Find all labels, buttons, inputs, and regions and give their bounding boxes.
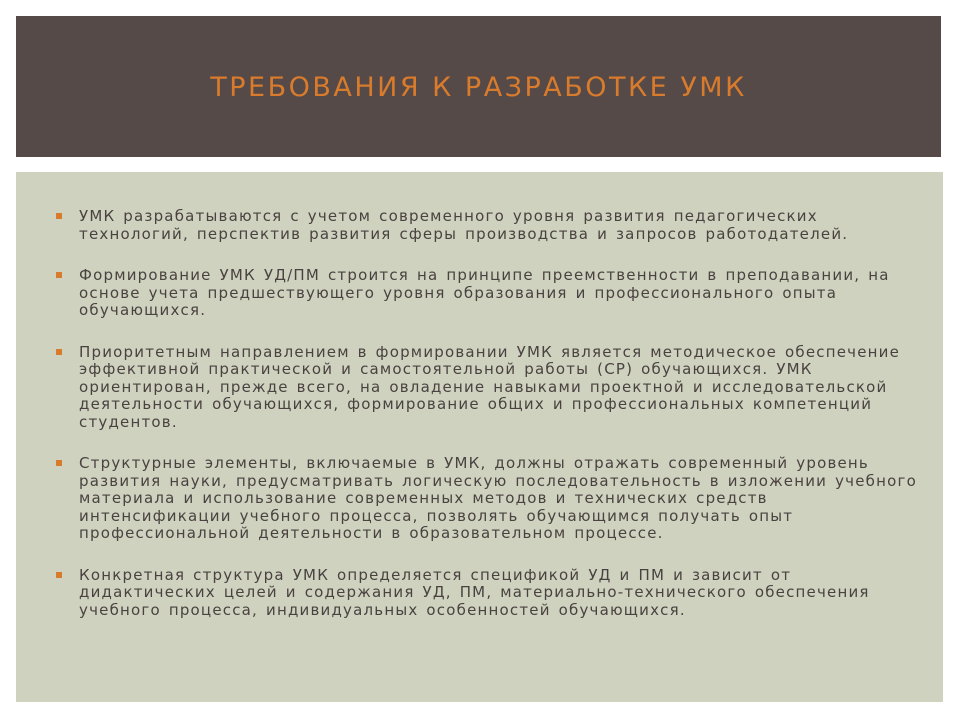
bullet-text: Приоритетным направлением в формировании УМК является методическое обеспечение эффективной практической и самостоятельной работы (СР) обучающихся. УМК ориентирован, прежде всего, на овладение навыками проектной и исследовательской деятельности обучающихся, формирование общих и профессиональных компетенций студентов. (79, 342, 901, 431)
bullet-item (16, 455, 943, 543)
square-bullet-icon (56, 460, 62, 466)
square-bullet-icon (56, 572, 62, 578)
slide-title: ТРЕБОВАНИЯ К РАЗРАБОТКЕ УМК (210, 72, 747, 103)
bullet-text: Конкретная структура УМК определяется спецификой УД и ПМ и зависит от дидактических целей и содержания УД, ПМ, материально-технического обеспечения учебного процесса, индивидуальных особенностей обучающихся. (79, 565, 870, 619)
bullet-text: УМК разрабатываются с учетом современного уровня развития педагогических технологий, перспектив развития сферы производства и запросов работодателей. (79, 207, 849, 243)
bullet-item (16, 567, 943, 620)
bullet-item (16, 267, 943, 320)
bullet-item (16, 208, 943, 243)
square-bullet-icon (56, 213, 62, 219)
bullet-text: Формирование УМК УД/ПМ строится на принципе преемственности в преподавании, на основе учета предшествующего уровня образования и профессионального опыта обучающихся. (79, 266, 890, 319)
bullet-text: Структурные элементы, включаемые в УМК, должны отражать современный уровень развития науки, предусматривать логическую последовательность в изложении учебного материала и использование современных методов и технических средств интенсификации учебного процесса, позволять обучающимся получать опыт профессиональной деятельности в образовательном процессе. (79, 454, 917, 542)
square-bullet-icon (56, 349, 62, 355)
content-box (16, 172, 943, 702)
bullet-list (16, 208, 943, 643)
square-bullet-icon (56, 272, 62, 278)
title-band (16, 16, 941, 157)
bullet-item (16, 344, 943, 432)
